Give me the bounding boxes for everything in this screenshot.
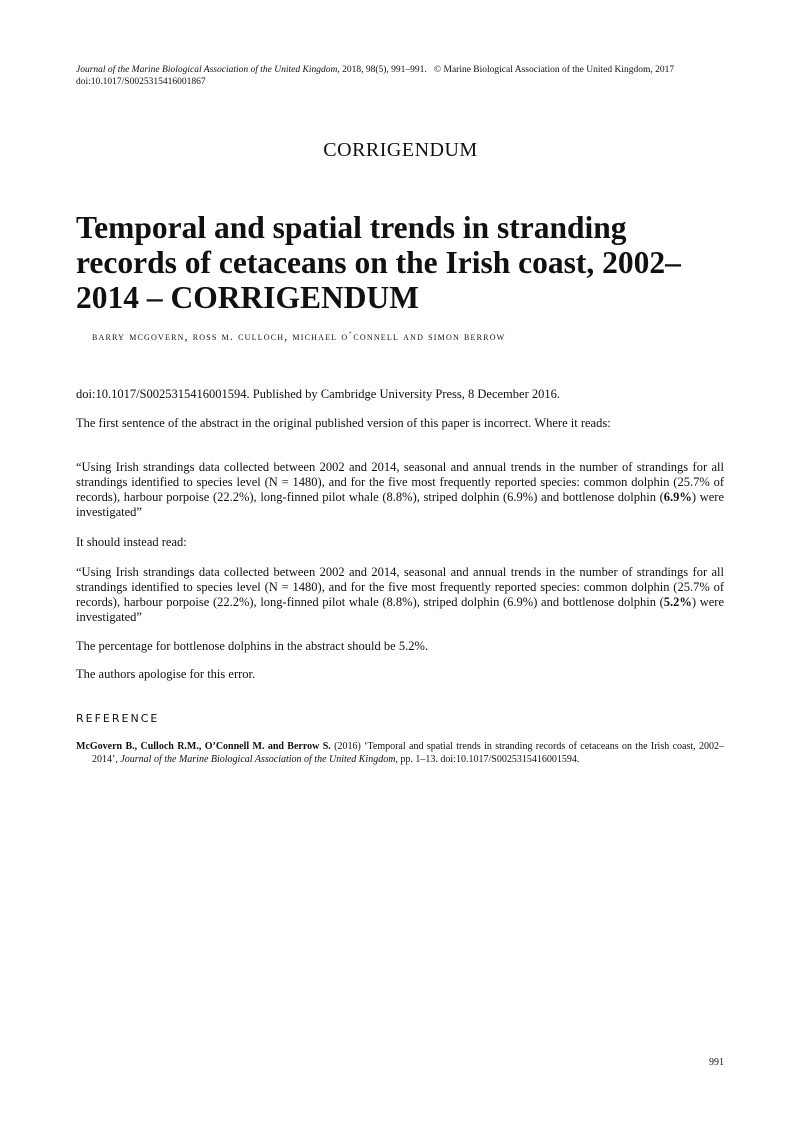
journal-citation: , 2018, 98(5), 991–991. (337, 65, 427, 75)
apology-line: The authors apologise for this error. (76, 667, 256, 681)
original-quote (76, 460, 724, 520)
reference-year-title: (2016) ‘Temporal and spatial trends in stranding records of cetaceans on the Irish coast, 2002–2014’, (92, 741, 724, 765)
corrected-value: 5.2% (663, 595, 692, 609)
copyright-notice: © Marine Biological Association of the United Kingdom, 2017 (433, 65, 675, 75)
reference-heading: REFERENCE (76, 712, 160, 725)
should-read-line: It should instead read: (76, 535, 187, 549)
corrected-quote (76, 565, 724, 625)
page-number: 991 (709, 1057, 724, 1068)
reference-tail: , pp. 1–13. doi:10.1017/S0025315416001594. (395, 754, 580, 765)
original-quote-text: “Using Irish strandings data collected between 2002 and 2014, seasonal and annual trends in the number of strandings for all strandings identified to species level (N = 1480), and for the five most frequently reported species: common dolphin (25.7% of records), harbour porpoise (22.2%), long-finned pilot whale (8.8%), striped dolphin (6.9%) and bottlenose dolphin ( (76, 460, 724, 504)
original-value: 6.9% (663, 490, 692, 504)
author-list: barry mcgovern, ross m. culloch, michael o´connell and simon berrow (92, 331, 506, 343)
percentage-note: The percentage for bottlenose dolphins in the abstract should be 5.2%. (76, 639, 428, 653)
original-doi-line: doi:10.1017/S0025315416001594. Published by Cambridge University Press, 8 December 2016. (76, 387, 560, 401)
reference-entry (76, 740, 724, 766)
reference-journal: Journal of the Marine Biological Association of the United Kingdom (120, 754, 396, 765)
running-header (76, 64, 674, 76)
original-quote-end: ) were investigated” (76, 490, 725, 519)
article-title: Temporal and spatial trends in stranding records of cetaceans on the Irish coast, 2002–2014 – CORRIGENDUM (76, 210, 681, 315)
intro-paragraph: The first sentence of the abstract in the original published version of this paper is incorrect. Where it reads: (76, 416, 611, 430)
reference-authors: McGovern B., Culloch R.M., O’Connell M. and Berrow S. (76, 741, 331, 752)
article-type-label: CORRIGENDUM (323, 139, 478, 161)
journal-name: Journal of the Marine Biological Association of the United Kingdom (76, 65, 338, 75)
header-doi: doi:10.1017/S0025315416001867 (76, 77, 206, 87)
corrected-quote-end: ) were investigated” (76, 595, 725, 624)
corrected-quote-text: “Using Irish strandings data collected between 2002 and 2014, seasonal and annual trends in the number of strandings for all strandings identified to species level (N = 1480), and for the five most frequently reported species: common dolphin (25.7% of records), harbour porpoise (22.2%), long-finned pilot whale (8.8%), striped dolphin (6.9%) and bottlenose dolphin ( (76, 565, 724, 609)
